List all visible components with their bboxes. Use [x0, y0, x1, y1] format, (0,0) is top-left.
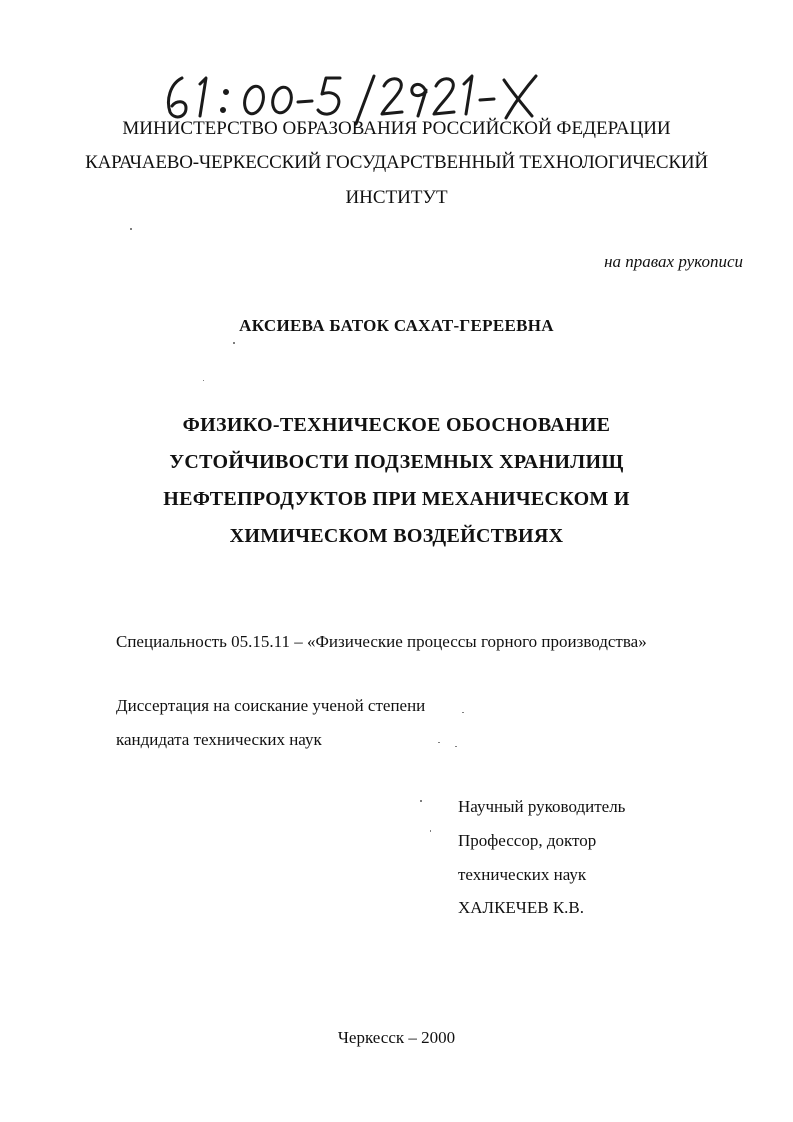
- scan-speck: [430, 830, 431, 832]
- thesis-title-line3: НЕФТЕПРОДУКТОВ ПРИ МЕХАНИЧЕСКОМ И: [163, 488, 630, 510]
- supervisor-title-line2: технических наук: [458, 865, 587, 884]
- institute-heading-line2: ИНСТИТУТ: [345, 187, 448, 208]
- scan-speck: [438, 742, 440, 743]
- scan-speck: [462, 712, 464, 713]
- thesis-title-line2: УСТОЙЧИВОСТИ ПОДЗЕМНЫХ ХРАНИЛИЩ: [169, 451, 624, 473]
- scan-speck: [420, 800, 422, 802]
- scan-speck: [203, 380, 204, 381]
- supervisor-name: ХАЛКЕЧЕВ К.В.: [458, 898, 585, 917]
- dissertation-degree-line2: кандидата технических наук: [116, 730, 322, 749]
- scan-speck: [233, 342, 235, 344]
- scan-speck: [130, 228, 132, 230]
- institute-heading-line1: КАРАЧАЕВО-ЧЕРКЕССКИЙ ГОСУДАРСТВЕННЫЙ ТЕХНОЛОГИЧЕСКИЙ: [85, 152, 708, 173]
- city-year: Черкесск – 2000: [337, 1028, 456, 1047]
- supervisor-title-line1: Профессор, доктор: [458, 831, 597, 850]
- specialty-line: Специальность 05.15.11 – «Физические процессы горного производства»: [116, 632, 647, 651]
- dissertation-degree-line1: Диссертация на соискание ученой степени: [116, 696, 426, 715]
- author-name: АКСИЕВА БАТОК САХАТ-ГЕРЕЕВНА: [239, 316, 554, 335]
- thesis-title-line4: ХИМИЧЕСКОМ ВОЗДЕЙСТВИЯХ: [229, 525, 564, 547]
- thesis-title-line1: ФИЗИКО-ТЕХНИЧЕСКОЕ ОБОСНОВАНИЕ: [182, 414, 611, 436]
- scan-speck: [455, 746, 457, 747]
- supervisor-role: Научный руководитель: [458, 797, 626, 816]
- ministry-heading: МИНИСТЕРСТВО ОБРАЗОВАНИЯ РОССИЙСКОЙ ФЕДЕРАЦИИ: [122, 118, 671, 139]
- manuscript-rights-note: на правах рукописи: [604, 252, 743, 271]
